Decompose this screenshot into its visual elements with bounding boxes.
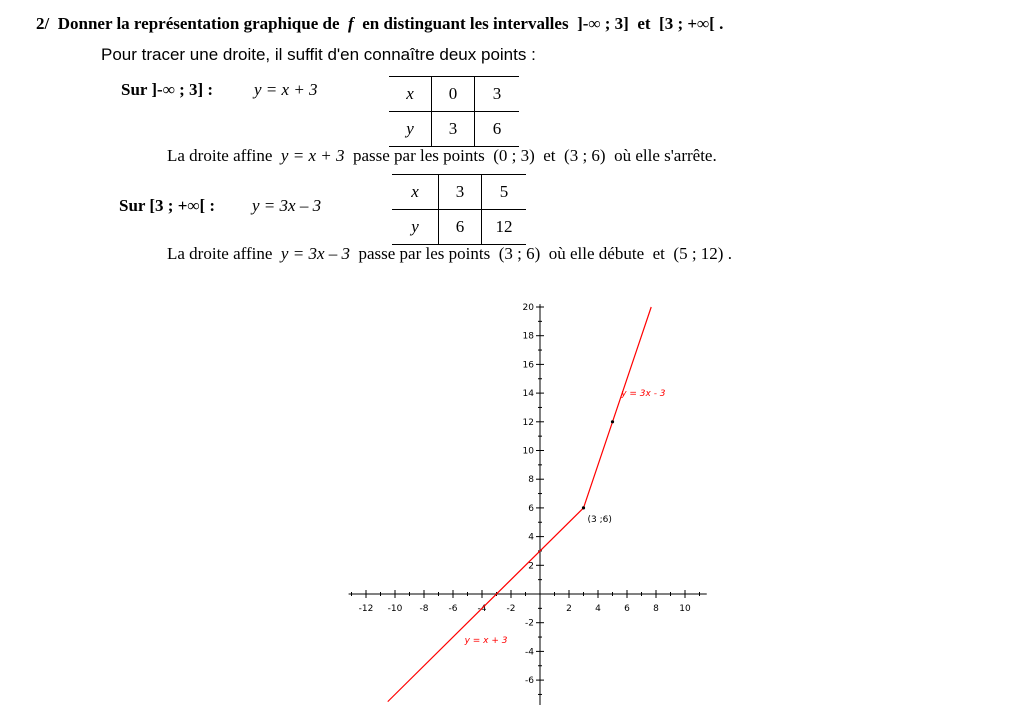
part1-y-header: y [389, 112, 432, 147]
part2-sentence-c: où elle débute [548, 244, 645, 263]
x-tick-label: -12 [358, 604, 374, 614]
part1-sentence-p2: (3 ; 6) [564, 146, 606, 165]
x-tick-label: 2 [566, 604, 572, 614]
x-tick-label: -2 [506, 604, 516, 614]
y-tick-label: 20 [522, 303, 534, 313]
part1-equation: y = x + 3 [254, 80, 318, 99]
data-point-label: (3 ;6) [587, 514, 612, 525]
heading-et: et [637, 14, 651, 33]
part2-sentence-p2: (5 ; 12) [673, 244, 724, 263]
part2-sentence-end: . [727, 244, 732, 263]
intro-text: Pour tracer une droite, il suffit d'en connaître deux points : [101, 45, 536, 64]
y-tick-label: 8 [528, 475, 534, 486]
heading-text-after: en distinguant les intervalles [362, 14, 569, 33]
series-line-1 [388, 508, 584, 702]
part1-sentence-eq: y = x + 3 [280, 146, 345, 165]
part1-x-value: 0 [432, 77, 475, 112]
part2-y-header: y [392, 210, 439, 245]
y-tick-label: -4 [525, 647, 534, 658]
series-annotation: y = 3x - 3 [621, 388, 666, 399]
part2-sentence-eq: y = 3x – 3 [280, 244, 350, 263]
x-tick-label: 4 [595, 604, 601, 614]
part1-label: Sur ]-∞ ; 3] : [121, 80, 214, 99]
x-tick-label: -8 [419, 604, 429, 614]
x-tick-label: -6 [448, 604, 458, 614]
part1-sentence-et: et [543, 146, 556, 165]
part2-sentence-p1: (3 ; 6) [498, 244, 541, 263]
part2-y-value: 6 [439, 210, 482, 245]
part1-sentence-p1: (0 ; 3) [493, 146, 535, 165]
x-tick-label: 6 [624, 604, 630, 614]
series-annotation: y = x + 3 [464, 635, 508, 646]
x-tick-label: -10 [387, 604, 403, 614]
y-tick-label: 2 [528, 561, 534, 572]
part2-x-header: x [392, 175, 439, 210]
heading-end: . [719, 14, 724, 33]
y-tick-label: 10 [522, 446, 534, 457]
y-tick-label: 4 [528, 532, 534, 543]
part2-x-value: 3 [439, 175, 482, 210]
series-line-2 [584, 307, 652, 508]
part1-x-value: 3 [475, 77, 520, 112]
x-tick-label: 10 [679, 604, 691, 614]
x-tick-label: -4 [477, 604, 487, 614]
part1-y-value: 6 [475, 112, 520, 147]
heading-interval-2: [3 ; +∞[ [659, 14, 715, 33]
part2-sentence-et: et [652, 244, 665, 263]
part1-sentence-a: La droite affine [167, 146, 273, 165]
part1-x-header: x [389, 77, 432, 112]
part1-sentence-c: où elle s'arrête. [614, 146, 717, 165]
part2-x-value: 5 [482, 175, 527, 210]
part2-label: Sur [3 ; +∞[ : [119, 196, 216, 215]
y-tick-label: 16 [522, 360, 534, 371]
data-point [611, 420, 614, 423]
heading-text-before: Donner la représentation graphique de [57, 14, 340, 33]
heading-number: 2/ [36, 14, 50, 33]
data-point [582, 506, 585, 509]
y-tick-label: 6 [528, 503, 534, 514]
part1-sentence-b: passe par les points [352, 146, 485, 165]
part1-y-value: 3 [432, 112, 475, 147]
part2-equation: y = 3x – 3 [252, 196, 322, 215]
part2-sentence-b: passe par les points [358, 244, 491, 263]
part2-y-value: 12 [482, 210, 527, 245]
y-tick-label: -6 [525, 676, 534, 687]
y-tick-label: 12 [522, 417, 534, 428]
part2-sentence-a: La droite affine [167, 244, 273, 263]
heading-function-f: f [348, 14, 354, 33]
y-tick-label: 18 [522, 331, 534, 342]
heading-interval-1: ]-∞ ; 3] [577, 14, 629, 33]
y-tick-label: -2 [525, 618, 534, 629]
x-tick-label: 8 [653, 604, 659, 614]
y-tick-label: 14 [522, 389, 534, 400]
